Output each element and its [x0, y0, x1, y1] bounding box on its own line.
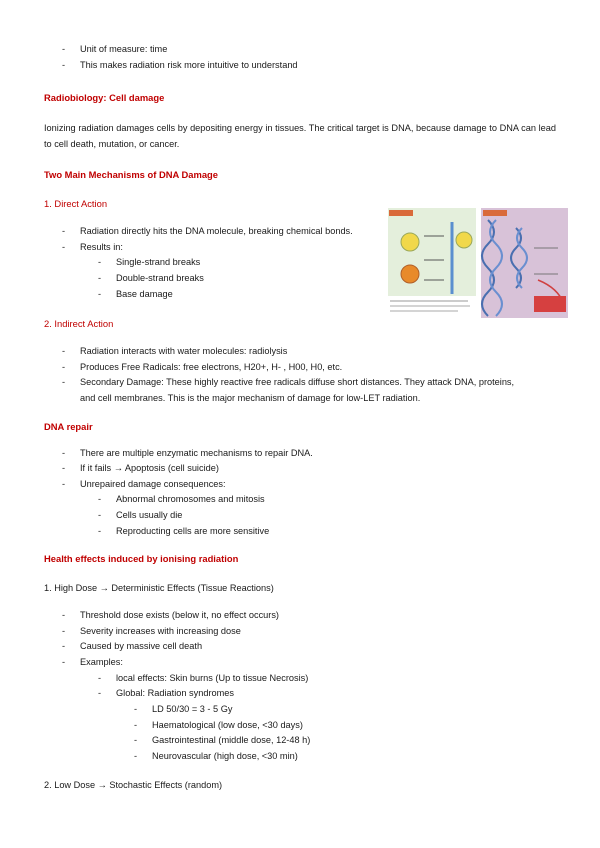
- bullet-dash: -: [62, 479, 66, 489]
- bullet-text: This makes radiation risk more intuitive to understand: [80, 60, 298, 70]
- bullet-text: Threshold dose exists (below it, no effect occurs): [80, 610, 279, 620]
- bullet-dash: -: [62, 44, 66, 54]
- bullet-text: Radiation directly hits the DNA molecule, breaking chemical bonds.: [80, 226, 353, 236]
- bullet-dash: -: [62, 346, 66, 356]
- bullet-dash: -: [98, 673, 102, 683]
- bullet-dash: -: [62, 610, 66, 620]
- sub-bullet-text: Double-strand breaks: [116, 273, 204, 283]
- subheading-indirect-action: 2. Indirect Action: [44, 318, 114, 329]
- bullet-dash: -: [134, 704, 138, 714]
- bullet-dash: -: [62, 448, 66, 458]
- sub-bullet-text: Base damage: [116, 289, 173, 299]
- bullet-text: There are multiple enzymatic mechanisms to repair DNA.: [80, 448, 313, 458]
- high-dose-heading: 1. High Dose → Deterministic Effects (Tissue Reactions): [44, 583, 274, 593]
- sub-sub-bullet-text: Haematological (low dose, <30 days): [152, 720, 303, 730]
- bullet-dash: -: [98, 257, 102, 267]
- sub-bullet-text: local effects: Skin burns (Up to tissue Necrosis): [116, 673, 309, 683]
- bullet-text: Results in:: [80, 242, 123, 252]
- sub-sub-bullet-text: LD 50/30 = 3 - 5 Gy: [152, 704, 233, 714]
- sub-bullet-text: Abnormal chromosomes and mitosis: [116, 494, 265, 504]
- bullet-text: Severity increases with increasing dose: [80, 626, 241, 636]
- section-heading-dna-repair: DNA repair: [44, 421, 93, 432]
- subheading-direct-action: 1. Direct Action: [44, 198, 108, 209]
- bullet-text: Produces Free Radicals: free electrons, H20+, H- , H00, H0, etc.: [80, 362, 343, 372]
- sub-bullet-text: Single-strand breaks: [116, 257, 201, 267]
- section-heading-cell-damage: Radiobiology: Cell damage: [44, 92, 165, 103]
- bullet-dash: -: [62, 377, 66, 387]
- sub-sub-bullet-text: Gastrointestinal (middle dose, 12-48 h): [152, 735, 311, 745]
- bullet-text: Caused by massive cell death: [80, 641, 203, 651]
- sub-sub-bullet-text: Neurovascular (high dose, <30 min): [152, 751, 298, 761]
- bullet-dash: -: [62, 626, 66, 636]
- bullet-dash: -: [62, 60, 66, 70]
- direct-indirect-action-illustration: [388, 208, 568, 318]
- bullet-dash: -: [134, 751, 138, 761]
- bullet-dash: -: [98, 526, 102, 536]
- sub-bullet-text: Cells usually die: [116, 510, 183, 520]
- bullet-text: If it fails → Apoptosis (cell suicide): [80, 463, 219, 473]
- bullet-dash: -: [134, 735, 138, 745]
- bullet-text: Radiation interacts with water molecules: radiolysis: [80, 346, 288, 356]
- sub-bullet-text: Global: Radiation syndromes: [116, 688, 234, 698]
- bullet-text-continued: and cell membranes. This is the major mechanism of damage for low-LET radiation.: [80, 393, 421, 403]
- bullet-dash: -: [98, 289, 102, 299]
- sub-bullet-text: Reproducting cells are more sensitive: [116, 526, 270, 536]
- bullet-dash: -: [98, 494, 102, 504]
- bullet-dash: -: [98, 273, 102, 283]
- bullet-dash: -: [62, 463, 66, 473]
- bullet-dash: -: [134, 720, 138, 730]
- bullet-dash: -: [62, 641, 66, 651]
- low-dose-heading: 2. Low Dose → Stochastic Effects (random): [44, 780, 223, 790]
- bullet-dash: -: [98, 510, 102, 520]
- bullet-text: Secondary Damage: These highly reactive free radicals diffuse short distances. They attack DNA, proteins,: [80, 377, 515, 387]
- intro-paragraph: Ionizing radiation damages cells by depositing energy in tissues. The critical target is DNA, because damage to DNA can lead to cell death, mutation, or cancer.: [44, 123, 556, 149]
- bullet-text: Unrepaired damage consequences:: [80, 479, 226, 489]
- bullet-text: Unit of measure: time: [80, 44, 168, 54]
- section-heading-health-effects: Health effects induced by ionising radiation: [44, 553, 239, 564]
- bullet-text: Examples:: [80, 657, 123, 667]
- bullet-dash: -: [62, 226, 66, 236]
- dna-damage-figure: [388, 208, 568, 318]
- bullet-dash: -: [62, 362, 66, 372]
- section-heading-mechanisms: Two Main Mechanisms of DNA Damage: [44, 169, 218, 180]
- bullet-dash: -: [62, 657, 66, 667]
- bullet-dash: -: [62, 242, 66, 252]
- bullet-dash: -: [98, 688, 102, 698]
